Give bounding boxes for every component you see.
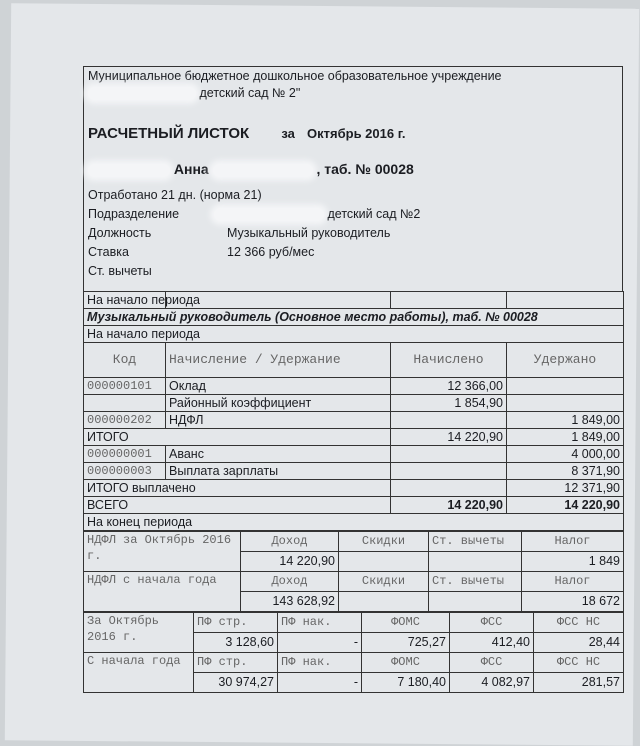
contrib-ytd-pf-acc: - — [278, 673, 362, 693]
ndfl-month-income: 14 220,90 — [241, 552, 339, 572]
paid-value: 12 371,90 — [507, 480, 624, 497]
position-value: Музыкальный руководитель — [227, 226, 391, 240]
contrib-foms-header: ФОМС — [362, 613, 450, 633]
table-row — [84, 412, 624, 429]
contrib-month-foms: 725,27 — [362, 633, 450, 653]
contrib-ytd-foms: 7 180,40 — [362, 673, 450, 693]
rate-label: Ставка — [88, 245, 129, 259]
empty-cell — [391, 292, 507, 309]
row-withheld: 1 849,00 — [507, 412, 624, 429]
column-code: Код — [84, 343, 166, 378]
employee-tab-number: , таб. № 00028 — [316, 161, 414, 177]
ndfl-discounts-header: Скидки — [339, 532, 429, 552]
empty-cell — [339, 552, 429, 572]
contrib-month-label: За Октябрь 2016 г. — [84, 613, 194, 653]
employee-first-name: Анна — [173, 161, 209, 177]
row-label: Аванс — [166, 446, 391, 463]
contrib-ytd-fss: 4 082,97 — [450, 673, 534, 693]
title-period: Октябрь 2016 г. — [307, 126, 406, 141]
organization-line-1: Муниципальное бюджетное дошкольное образовательное учреждение — [88, 69, 502, 83]
redacted-patronymic — [213, 164, 313, 177]
empty-cell — [507, 292, 624, 309]
row-withheld: 8 371,90 — [507, 463, 624, 480]
row-code: 000000101 — [84, 378, 166, 395]
redacted-name — [88, 87, 196, 100]
row-accrued — [391, 412, 507, 429]
contrib-month-pf: 3 128,60 — [194, 633, 278, 653]
contrib-pf-header: ПФ стр. — [194, 613, 278, 633]
organization-line-2 — [88, 86, 300, 100]
row-code: 000000003 — [84, 463, 166, 480]
column-accrued: Начислено — [391, 343, 507, 378]
ndfl-month-tax: 1 849 — [522, 552, 624, 572]
row-label: Районный коэффициент — [166, 395, 391, 412]
grand-accrued: 14 220,90 — [391, 497, 507, 514]
payslip — [83, 66, 623, 693]
contrib-pf-acc-header: ПФ нак. — [278, 653, 362, 673]
ndfl-income-header: Доход — [241, 572, 339, 592]
row-code — [84, 395, 166, 412]
contrib-ytd-pf: 30 974,27 — [194, 673, 278, 693]
grand-total-label: ВСЕГО — [84, 497, 391, 514]
contrib-month-fss: 412,40 — [450, 633, 534, 653]
contrib-fss-ns-header: ФСС НС — [534, 613, 624, 633]
period-end-label: На конец периода — [84, 514, 624, 531]
org-line2-text: детский сад № 2" — [199, 86, 301, 100]
empty-cell — [429, 552, 522, 572]
deductions-label: Ст. вычеты — [88, 264, 152, 278]
contrib-pf-header: ПФ стр. — [194, 653, 278, 673]
title-text: РАСЧЕТНЫЙ ЛИСТОК — [88, 125, 250, 142]
row-label: Оклад — [166, 378, 391, 395]
document-title — [88, 125, 405, 142]
job-section-title: Музыкальный руководитель (Основное место работы), таб. № 00028 — [84, 309, 624, 326]
table-row — [84, 446, 624, 463]
accruals-table — [83, 291, 624, 531]
column-withheld: Удержано — [507, 343, 624, 378]
contrib-month-fss-ns: 28,44 — [534, 633, 624, 653]
ndfl-deductions-header: Ст. вычеты — [429, 532, 522, 552]
grand-withheld: 14 220,90 — [507, 497, 624, 514]
contrib-fss-header: ФСС — [450, 613, 534, 633]
rate-value: 12 366 руб/мес — [227, 245, 315, 259]
employee-line — [88, 161, 414, 177]
ndfl-month-label: НДФЛ за Октябрь 2016 г. — [84, 532, 241, 572]
row-code: 000000202 — [84, 412, 166, 429]
row-accrued — [391, 446, 507, 463]
paid-label: ИТОГО выплачено — [84, 480, 391, 497]
table-row — [84, 463, 624, 480]
contrib-ytd-label: С начала года — [84, 653, 194, 693]
period-start-label-2: На начало периода — [84, 326, 624, 343]
ndfl-ytd-tax: 18 672 — [522, 592, 624, 612]
table-row — [84, 480, 624, 497]
position-label: Должность — [88, 226, 152, 240]
period-start-label: На начало периода — [84, 292, 166, 309]
total-accrued: 14 220,90 — [391, 429, 507, 446]
ndfl-tax-header: Налог — [522, 572, 624, 592]
total-withheld: 1 849,00 — [507, 429, 624, 446]
ndfl-ytd-label: НДФЛ с начала года — [84, 572, 241, 612]
ndfl-table — [83, 531, 624, 612]
empty-cell — [429, 592, 522, 612]
column-accrual: Начисление / Удержание — [166, 343, 391, 378]
department-label: Подразделение — [88, 207, 180, 221]
empty-cell — [339, 592, 429, 612]
contrib-ytd-fss-ns: 281,57 — [534, 673, 624, 693]
ndfl-ytd-income: 143 628,92 — [241, 592, 339, 612]
table-row — [84, 429, 624, 446]
row-withheld — [507, 378, 624, 395]
ndfl-income-header: Доход — [241, 532, 339, 552]
total-label: ИТОГО — [84, 429, 391, 446]
contrib-pf-acc-header: ПФ нак. — [278, 613, 362, 633]
ndfl-discounts-header: Скидки — [339, 572, 429, 592]
contrib-month-pf-acc: - — [278, 633, 362, 653]
contributions-table — [83, 612, 624, 693]
ndfl-deductions-header: Ст. вычеты — [429, 572, 522, 592]
contrib-fss-header: ФСС — [450, 653, 534, 673]
row-withheld — [507, 395, 624, 412]
row-label: НДФЛ — [166, 412, 391, 429]
table-row — [84, 497, 624, 514]
row-withheld: 4 000,00 — [507, 446, 624, 463]
contrib-foms-header: ФОМС — [362, 653, 450, 673]
empty-cell — [391, 480, 507, 497]
department-value — [214, 207, 420, 221]
row-accrued: 12 366,00 — [391, 378, 507, 395]
row-label: Выплата зарплаты — [166, 463, 391, 480]
redacted-surname — [88, 164, 170, 177]
redacted-department — [214, 208, 324, 221]
table-row — [84, 395, 624, 412]
payslip-header — [83, 66, 623, 291]
contrib-fss-ns-header: ФСС НС — [534, 653, 624, 673]
ndfl-tax-header: Налог — [522, 532, 624, 552]
worked-days: Отработано 21 дн. (норма 21) — [88, 188, 262, 202]
title-for: за — [281, 126, 295, 141]
table-row — [84, 378, 624, 395]
row-accrued: 1 854,90 — [391, 395, 507, 412]
row-code: 000000001 — [84, 446, 166, 463]
department-text: детский сад №2 — [327, 207, 421, 221]
row-accrued — [391, 463, 507, 480]
